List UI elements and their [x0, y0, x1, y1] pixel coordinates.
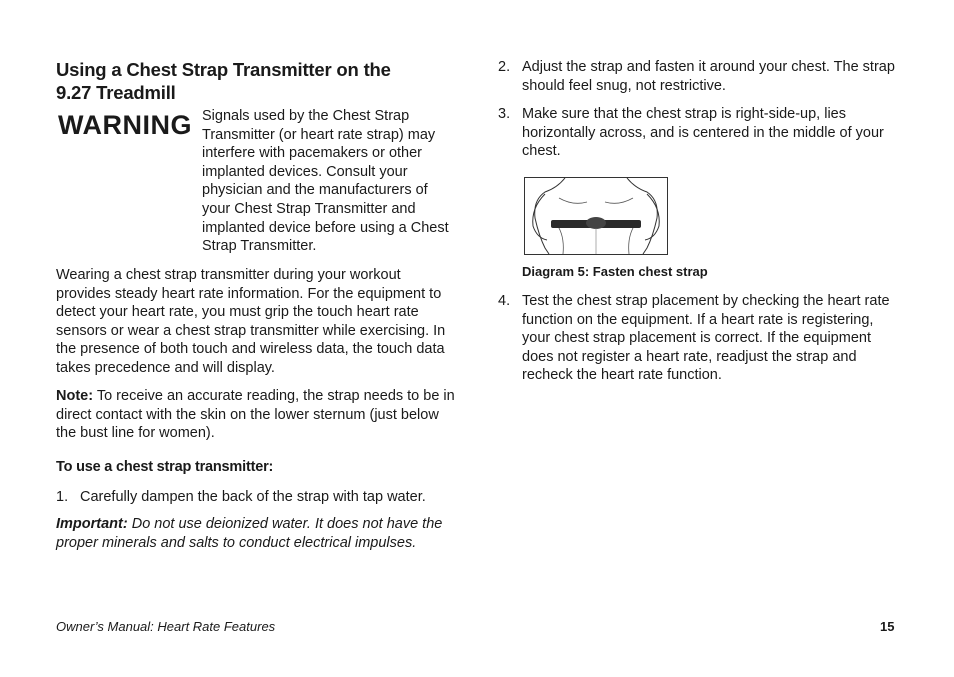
intro-paragraph: Wearing a chest strap transmitter during your workout provides steady heart rate information. For the equipment to detect your heart rate, you must grip the touch heart rate sensors or wear a chest strap transmitter while exercising. In the presence of both touch and wireless data, the touch data takes precedence and will display.: [56, 267, 446, 376]
chest-strap-diagram: [524, 177, 668, 255]
step-2-number: 2.: [498, 59, 511, 75]
step-1-number: 1.: [56, 489, 69, 505]
important-paragraph: [56, 515, 456, 552]
important-label: Important:: [56, 516, 128, 532]
footer-title: Owner’s Manual: Heart Rate Features: [56, 619, 276, 634]
step-3: [498, 105, 902, 163]
section-heading: Using a Chest Strap Transmitter on the 9.27 Treadmill: [56, 59, 391, 103]
warning-title: WARNING: [58, 110, 192, 140]
step-1-text: Carefully dampen the back of the strap with tap water.: [80, 489, 426, 505]
note-text: To receive an accurate reading, the strap needs to be in direct contact with the skin on the lower sternum (just below the bust line for women).: [56, 388, 455, 442]
note-paragraph: [56, 387, 456, 443]
diagram-caption: Diagram 5: Fasten chest strap: [522, 264, 708, 279]
important-text: Do not use deionized water. It does not have the proper minerals and salts to conduct electrical impulses.: [56, 516, 443, 551]
step-4-number: 4.: [498, 293, 511, 309]
step-3-number: 3.: [498, 106, 511, 122]
step-2-text: Adjust the strap and fasten it around your chest. The strap should feel snug, not restrictive.: [522, 59, 895, 94]
warning-text: Signals used by the Chest Strap Transmitter (or heart rate strap) may interfere with pacemakers or other implanted devices. Consult your physician and the manufacturers of your Chest Strap Transmitter and implanted device before using a Chest Strap Transmitter.: [202, 108, 449, 255]
torso-with-strap-illustration: [525, 178, 667, 254]
step-3-text: Make sure that the chest strap is right-side-up, lies horizontally across, and is centered in the middle of your chest.: [522, 106, 884, 160]
step-2: [498, 58, 902, 98]
step-4: [498, 292, 902, 388]
page-number: 15: [880, 619, 895, 634]
step-4-text: Test the chest strap placement by checking the heart rate function on the equipment. If a heart rate is registering, your chest strap placement is correct. If the equipment does not register a heart rate, readjust the strap and recheck the heart rate function.: [522, 293, 890, 384]
instructions-subheading: To use a chest strap transmitter:: [56, 459, 274, 475]
note-label: Note:: [56, 388, 94, 404]
